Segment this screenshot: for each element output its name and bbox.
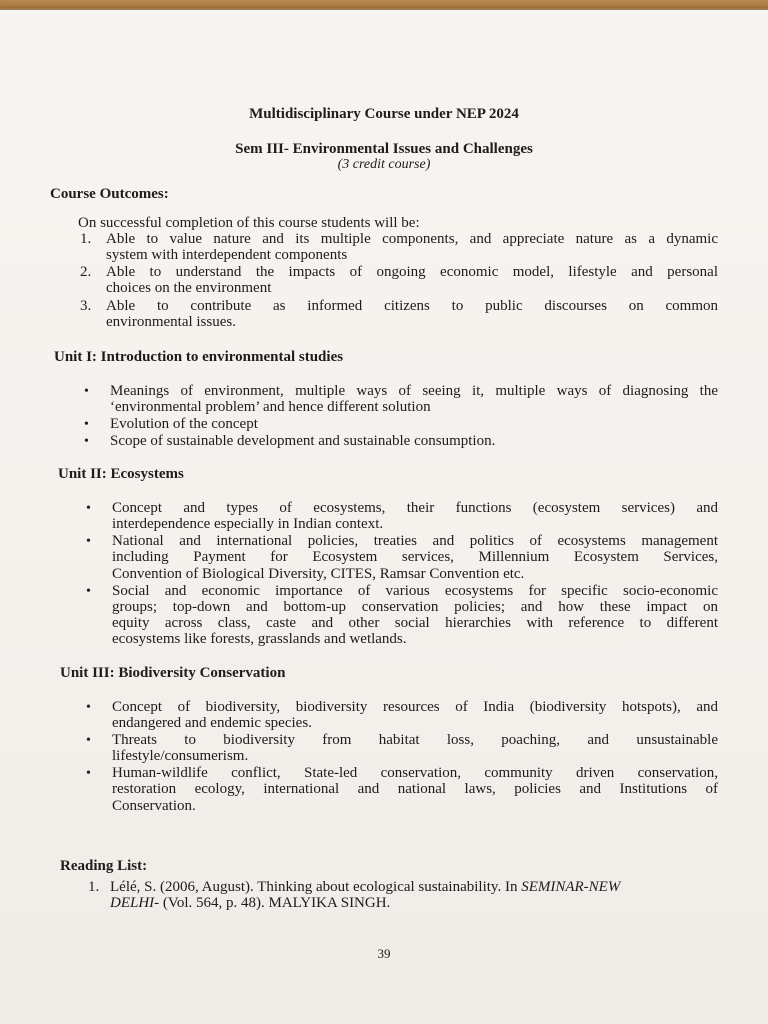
list-item-line: groups; top-down and bottom-up conservation policies; and how these impact on [112,599,718,615]
outcome-line: Able to understand the impacts of ongoing economic model, lifestyle and personal [106,264,718,280]
list-item-line: Evolution of the concept [110,416,258,432]
bullet-icon: • [86,766,91,781]
reading-journal: DELHI- [110,895,160,911]
reading-list-heading: Reading List: [60,858,148,874]
reading-citation: Lélé, S. (2006, August). Thinking about ecological sustainability. In [110,879,522,895]
list-item-line: lifestyle/consumerism. [112,748,249,764]
outcome-number: 2. [80,264,92,280]
list-item-line: Human-wildlife conflict, State-led conservation, community driven conservation, [112,765,718,781]
bullet-icon: • [86,501,91,516]
list-item-line: ‘environmental problem’ and hence different solution [110,399,431,415]
list-item-line: equity across class, caste and other social hierarchies with reference to different [112,615,718,631]
list-item-line: ecosystems like forests, grasslands and wetlands. [112,631,407,647]
course-title: Multidisciplinary Course under NEP 2024 [249,106,519,122]
bullet-icon: • [84,434,89,449]
outcome-line: choices on the environment [106,280,272,296]
outcome-line: Able to contribute as informed citizens to public discourses on common [106,298,718,314]
outcome-number: 3. [80,298,92,314]
reading-line [110,879,620,895]
unit2-heading: Unit II: Ecosystems [58,466,184,482]
list-item-line: Social and economic importance of various ecosystems for specific socio-economic [112,583,718,599]
document-page [0,10,768,1024]
reading-line [110,895,390,911]
list-item-line: Concept and types of ecosystems, their functions (ecosystem services) and [112,500,718,516]
credit-note: (3 credit course) [337,157,431,172]
outcome-line: environmental issues. [106,314,236,330]
reading-journal: SEMINAR-NEW [521,879,621,895]
bullet-icon: • [84,417,89,432]
list-item-line: Concept of biodiversity, biodiversity resources of India (biodiversity hotspots), and [112,699,718,715]
list-item-line: Conservation. [112,798,196,814]
unit3-heading: Unit III: Biodiversity Conservation [60,665,286,681]
bullet-icon: • [86,700,91,715]
bullet-icon: • [86,534,91,549]
list-item-line: Threats to biodiversity from habitat loss, poaching, and unsustainable [112,732,718,748]
reading-number: 1. [88,879,100,895]
outcome-line: system with interdependent components [106,247,348,263]
bullet-icon: • [86,584,91,599]
page-number: 39 [377,946,391,961]
semester-title: Sem III- Environmental Issues and Challenges [235,141,533,157]
list-item-line: including Payment for Ecosystem services, Millennium Ecosystem Services, [112,549,718,565]
bullet-icon: • [86,733,91,748]
list-item-line: Scope of sustainable development and sustainable consumption. [110,433,496,449]
outcomes-intro: On successful completion of this course students will be: [78,215,420,231]
list-item-line: National and international policies, treaties and politics of ecosystems management [112,533,718,549]
outcome-number: 1. [80,231,92,247]
list-item-line: endangered and endemic species. [112,715,312,731]
reading-citation: (Vol. 564, p. 48). MALYIKA SINGH. [159,895,391,911]
bullet-icon: • [84,384,89,399]
outcome-line: Able to value nature and its multiple components, and appreciate nature as a dynamic [106,231,718,247]
outcomes-heading: Course Outcomes: [50,186,169,202]
list-item-line: Meanings of environment, multiple ways of seeing it, multiple ways of diagnosing the [110,383,718,399]
list-item-line: interdependence especially in Indian context. [112,516,384,532]
list-item-line: restoration ecology, international and national laws, policies and Institutions of [112,781,718,797]
list-item-line: Convention of Biological Diversity, CITES, Ramsar Convention etc. [112,566,525,582]
unit1-heading: Unit I: Introduction to environmental studies [54,349,344,365]
